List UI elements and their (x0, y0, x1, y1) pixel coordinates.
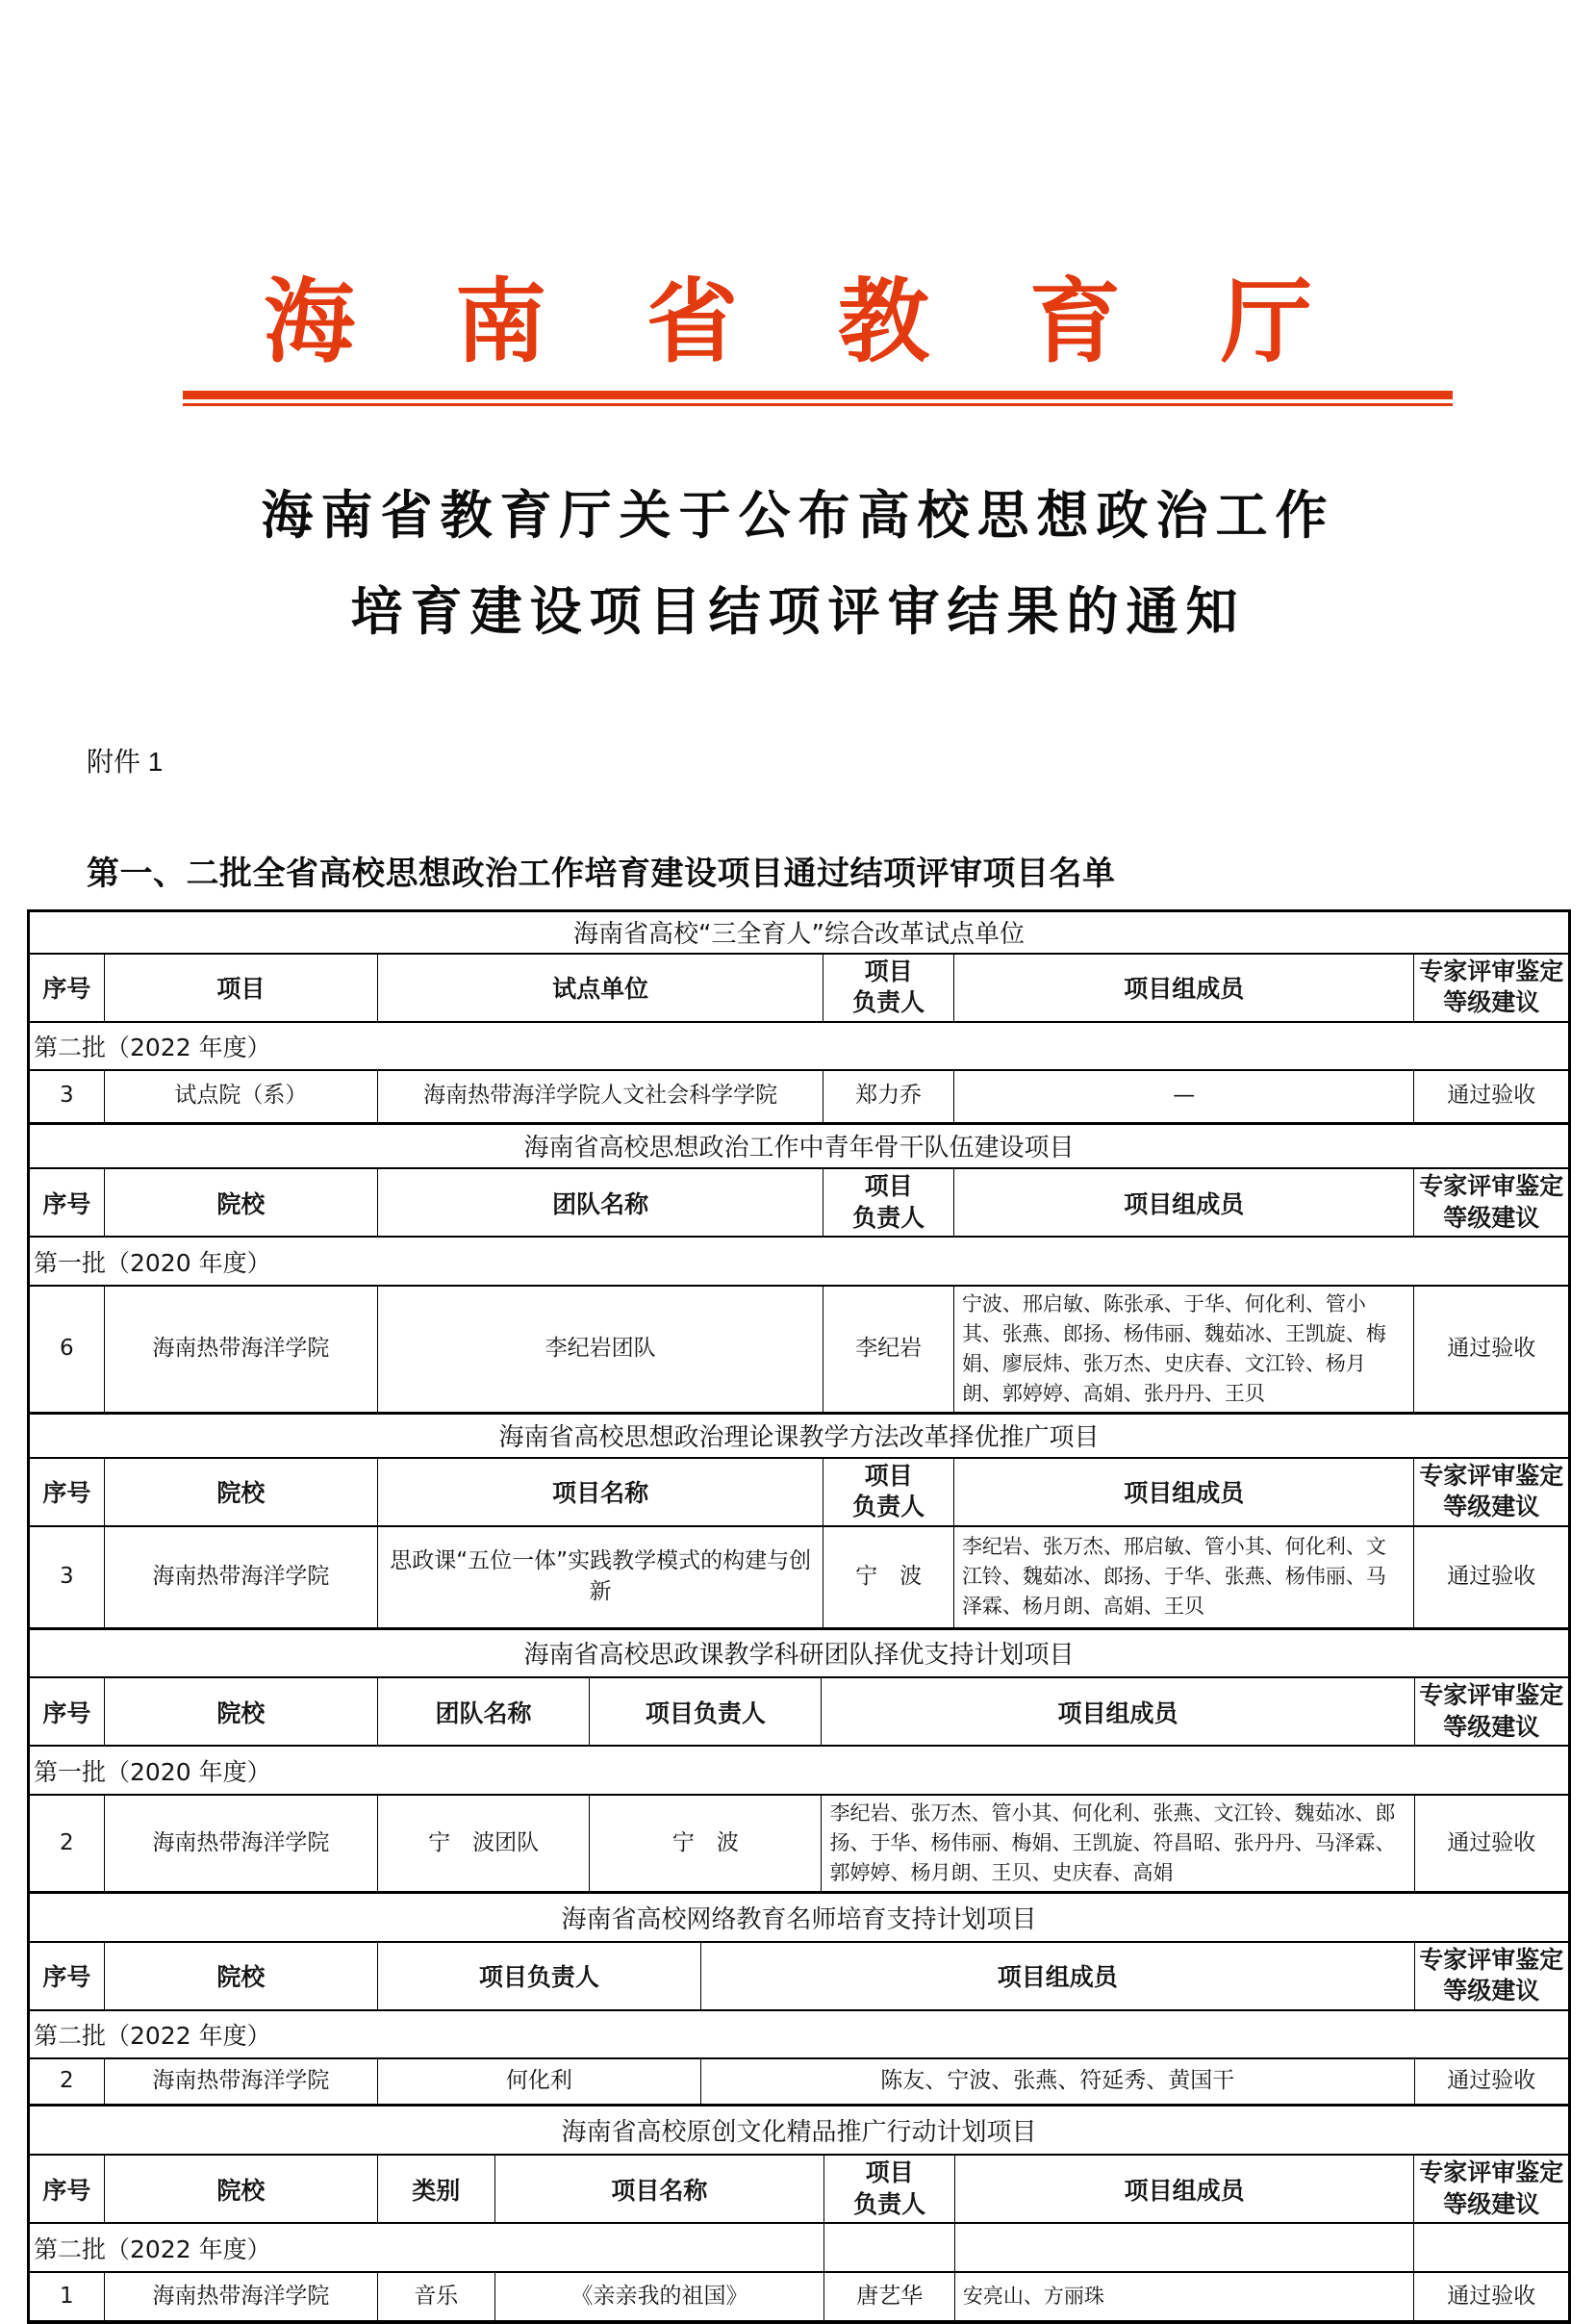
section-table-original-culture-works (29, 2106, 1569, 2323)
letterhead-rule-thick (183, 391, 1453, 399)
col-header-members: 项目组成员 (822, 1677, 1414, 1746)
cell-members: 陈友、宁波、张燕、符延秀、黄国干 (700, 2058, 1414, 2105)
col-header-leader: 项目负责人 (590, 1677, 822, 1746)
cell-team: 李纪岩团队 (377, 1286, 823, 1413)
col-header-team: 团队名称 (377, 1677, 589, 1746)
cell-result: 通过验收 (1414, 1795, 1569, 1892)
cell-members: 安亮山、方丽珠 (954, 2272, 1414, 2321)
batch-empty-cell (824, 2223, 955, 2272)
col-header-leader: 项目 负责人 (823, 1168, 954, 1237)
col-header-members: 项目组成员 (953, 954, 1414, 1022)
batch-empty-cell (954, 2223, 1414, 2272)
col-header-leader: 项目负责人 (377, 1942, 700, 2010)
col-header-team: 团队名称 (377, 1168, 823, 1237)
cell-seq: 6 (30, 1286, 105, 1413)
col-header-review: 专家评审鉴定 等级建议 (1414, 1458, 1569, 1526)
cell-team: 宁 波团队 (377, 1795, 589, 1892)
cell-unit: 海南热带海洋学院人文社会科学学院 (377, 1070, 823, 1123)
cell-project: 试点院（系） (104, 1070, 377, 1123)
cell-seq: 3 (30, 1526, 105, 1628)
section-table-pilot-units (29, 911, 1569, 1124)
results-table (27, 909, 1571, 2324)
table-row (30, 1526, 1569, 1628)
cell-leader: 宁 波 (823, 1526, 954, 1628)
col-header-school: 院校 (104, 1458, 377, 1526)
col-header-review: 专家评审鉴定 等级建议 (1414, 1942, 1569, 2010)
attachment-label: 附件 1 (87, 747, 164, 777)
cell-result: 通过验收 (1414, 1070, 1569, 1123)
col-header-review: 专家评审鉴定 等级建议 (1414, 2155, 1569, 2223)
col-header-leader: 项目 负责人 (823, 1458, 954, 1526)
cell-result: 通过验收 (1414, 1526, 1569, 1628)
cell-school: 海南热带海洋学院 (104, 2058, 377, 2105)
col-header-seq: 序号 (30, 1168, 105, 1237)
col-header-unit: 试点单位 (377, 954, 823, 1022)
cell-school: 海南热带海洋学院 (104, 1526, 377, 1628)
cell-project-name: 思政课“五位一体”实践教学模式的构建与创新 (377, 1526, 823, 1628)
cell-result: 通过验收 (1414, 1286, 1569, 1413)
cell-leader: 宁 波 (590, 1795, 822, 1892)
section-table-online-education-teachers (29, 1893, 1569, 2106)
section-title: 海南省高校原创文化精品推广行动计划项目 (30, 2106, 1569, 2155)
batch-label: 第二批（2022 年度） (30, 2223, 824, 2272)
cell-leader: 李纪岩 (823, 1286, 954, 1413)
section-table-teaching-method-reform (29, 1414, 1569, 1629)
cell-project-name: 《亲亲我的祖国》 (494, 2272, 824, 2321)
batch-label: 第一批（2020 年度） (30, 1237, 1569, 1286)
cell-members: 李纪岩、张万杰、邢启敏、管小其、何化利、文江铃、魏茹冰、郎扬、于华、张燕、杨伟丽、马泽霖、杨月朗、高娟、王贝 (953, 1526, 1414, 1628)
cell-school: 海南热带海洋学院 (104, 1286, 377, 1413)
col-header-seq: 序号 (30, 1942, 105, 2010)
col-header-review: 专家评审鉴定 等级建议 (1414, 1677, 1569, 1746)
col-header-members: 项目组成员 (953, 1458, 1414, 1526)
table-row (30, 2272, 1569, 2321)
letterhead-title: 海南省教育厅 (264, 271, 1413, 373)
section-title: 海南省高校“三全育人”综合改革试点单位 (30, 912, 1569, 954)
cell-members: 李纪岩、张万杰、管小其、何化利、张燕、文江铃、魏茹冰、郎扬、于华、杨伟丽、梅娟、王凯旋、符昌昭、张丹丹、马泽霖、郭婷婷、杨月朗、王贝、史庆春、高娟 (822, 1795, 1414, 1892)
cell-result: 通过验收 (1414, 2272, 1569, 2321)
col-header-members: 项目组成员 (953, 1168, 1414, 1237)
document-title-line2: 培育建设项目结项评审结果的通知 (350, 583, 1246, 641)
section-title: 海南省高校思想政治工作中青年骨干队伍建设项目 (30, 1124, 1569, 1168)
cell-category: 音乐 (377, 2272, 494, 2321)
batch-label: 第二批（2022 年度） (30, 2010, 1569, 2058)
cell-result: 通过验收 (1414, 2058, 1569, 2105)
cell-school: 海南热带海洋学院 (104, 1795, 377, 1892)
col-header-project-name: 项目名称 (377, 1458, 823, 1526)
col-header-seq: 序号 (30, 1458, 105, 1526)
batch-empty-cell (1414, 2223, 1569, 2272)
cell-school: 海南热带海洋学院 (104, 2272, 377, 2321)
batch-label: 第一批（2020 年度） (30, 1746, 1569, 1795)
cell-members: — (953, 1070, 1414, 1123)
table-row (30, 1070, 1569, 1123)
cell-seq: 1 (30, 2272, 105, 2321)
col-header-category: 类别 (377, 2155, 494, 2223)
section-title: 海南省高校思想政治理论课教学方法改革择优推广项目 (30, 1415, 1569, 1458)
col-header-seq: 序号 (30, 2155, 105, 2223)
cell-members: 宁波、邢启敏、陈张承、于华、何化利、管小其、张燕、郎扬、杨伟丽、魏茹冰、王凯旋、梅娟、廖辰炜、张万杰、史庆春、文江铃、杨月朗、郭婷婷、高娟、张丹丹、王贝 (953, 1286, 1414, 1413)
table-row (30, 1795, 1569, 1892)
col-header-review: 专家评审鉴定 等级建议 (1414, 1168, 1569, 1237)
col-header-review: 专家评审鉴定 等级建议 (1414, 954, 1569, 1022)
col-header-school: 院校 (104, 1942, 377, 2010)
col-header-seq: 序号 (30, 1677, 105, 1746)
batch-label: 第二批（2022 年度） (30, 1022, 1569, 1070)
table-title: 第一、二批全省高校思想政治工作培育建设项目通过结项评审项目名单 (87, 856, 1116, 892)
col-header-leader: 项目 负责人 (823, 954, 954, 1022)
document-title-line1: 海南省教育厅关于公布高校思想政治工作 (261, 487, 1335, 545)
col-header-school: 院校 (104, 1168, 377, 1237)
col-header-leader: 项目 负责人 (824, 2155, 955, 2223)
cell-leader: 郑力乔 (823, 1070, 954, 1123)
section-title: 海南省高校网络教育名师培育支持计划项目 (30, 1894, 1569, 1942)
cell-seq: 2 (30, 2058, 105, 2105)
col-header-members: 项目组成员 (700, 1942, 1414, 2010)
cell-seq: 2 (30, 1795, 105, 1892)
cell-leader: 何化利 (377, 2058, 700, 2105)
col-header-project: 项目 (104, 954, 377, 1022)
letterhead-rule-thin (183, 403, 1453, 406)
col-header-project-name: 项目名称 (494, 2155, 824, 2223)
cell-leader: 唐艺华 (824, 2272, 955, 2321)
col-header-seq: 序号 (30, 954, 105, 1022)
table-row (30, 2058, 1569, 2105)
col-header-members: 项目组成员 (954, 2155, 1414, 2223)
cell-seq: 3 (30, 1070, 105, 1123)
section-table-young-backbone-teams (29, 1124, 1569, 1415)
col-header-school: 院校 (104, 1677, 377, 1746)
section-title: 海南省高校思政课教学科研团队择优支持计划项目 (30, 1629, 1569, 1677)
table-row (30, 1286, 1569, 1413)
section-table-research-teams (29, 1629, 1569, 1894)
col-header-school: 院校 (104, 2155, 377, 2223)
